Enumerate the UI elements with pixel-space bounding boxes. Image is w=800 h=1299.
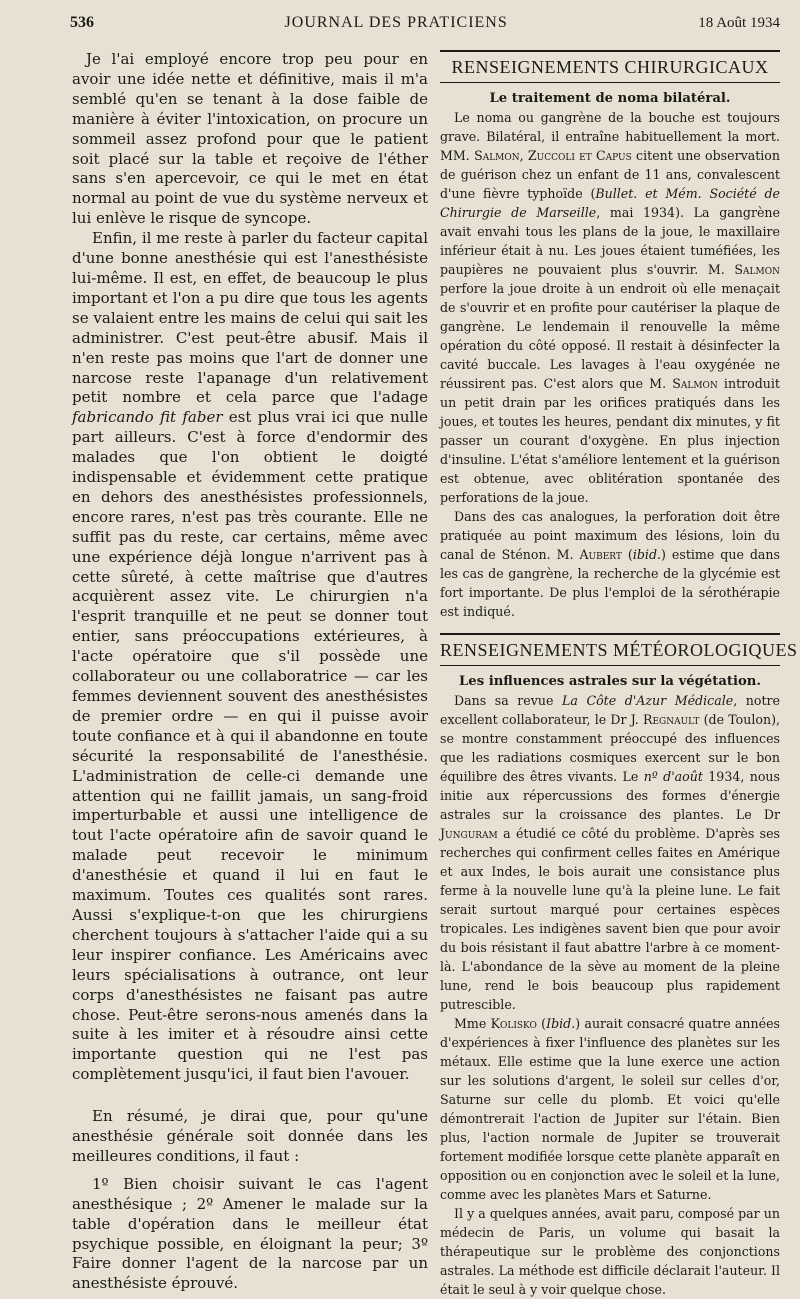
revue-title: La Côte d'Azur Médicale bbox=[562, 693, 734, 708]
author-name: Kolisko bbox=[490, 1016, 537, 1031]
latin-adage: fabricando fit faber bbox=[72, 408, 223, 427]
text-span: aurait consacré quatre années d'expériences à fixer l'influence des planètes sur les métaux. Elle estime que la lune exerce une action sur les solutions d'argent, le soleil sur celles d'or, Saturne sur celle du plomb. Et voici qu'elle démontrerait l'action de Jupiter sur l'étain. Bien plus, l'action normale de Jupiter se trouverait fortement modifiée lorsque cette planète apparaît en opposition ou en conjonction avec le soleil et la lune, comme avec les planètes Mars et Saturne. bbox=[440, 1016, 781, 1202]
author-name: Regnault bbox=[642, 712, 700, 727]
paragraph-kolisko: Mme Kolisko (Ibid.) aurait consacré quatre années d'expériences à fixer l'influence des planètes sur les métaux. Elle estime que la lune exerce une action sur les solutions d'argent, le soleil sur celles d'or, Saturne sur celle du plomb. Et voici qu'elle démontrerait l'action de Jupiter sur l'étain. Bien plus, l'action normale de Jupiter se trouverait fortement modifiée lorsque cette planète apparaît en opposition ou en conjonction avec le soleil et la lune, comme avec les planètes Mars et Saturne. bbox=[440, 1016, 781, 1202]
paragraph-gap bbox=[72, 1167, 428, 1175]
paragraph-medecin: Il y a quelques années, avait paru, composé par un médecin de Paris, un volume qui basait la thérapeutique sur le problème des conjonctions astrales. La méthode est difficile déclarait l'auteur. Il était le seul à y voir quelque chose. bbox=[440, 1206, 780, 1297]
paragraph-resume: En résumé, je dirai que, pour qu'une anesthésie générale soit donnée dans les meilleures conditions, il faut : bbox=[72, 1107, 428, 1165]
text-span: Enfin, il me reste à parler du facteur capital d'une bonne anesthésie qui est l'anesthésiste lui-même. Il est, en effet, de beaucoup le plus important et l'on a pu dire que tous les agents se valaient entre les mains de celui qui sait les administrer. C'est peut-être abusif. Mais il n'en reste pas moins que l'art de donner une narcose reste l'apanage d'un relativement petit nombre et cela parce que l'adage bbox=[72, 229, 428, 407]
reference-title: Bullet. et Mém. Société de Chirurgie de Marseille bbox=[440, 186, 780, 220]
text-span: citent une observation de guérison chez un enfant de 11 ans, convalescent d'une fièvre typhoïde ( bbox=[440, 148, 781, 201]
issue-date: 18 Août 1934 bbox=[698, 15, 780, 31]
paragraph-anesthesiste bbox=[72, 229, 428, 1085]
paragraph-perforation: Dans des cas analogues, la perforation doit être pratiquée au point maximum des lésions, loin du canal de Sténon. M. Aubert (ibid.) estime que dans les cas de gangrène, la recherche de la glycémie est fort importante. De plus l'emploi de la sérothérapie est indiqué. bbox=[440, 509, 780, 619]
left-column bbox=[72, 50, 428, 1293]
section-title: RENSEIGNEMENTS CHIRURGICAUX bbox=[451, 57, 769, 77]
page-number: 536 bbox=[70, 14, 94, 31]
page-header bbox=[70, 14, 780, 36]
text-span: perfore la joue droite à un endroit où elle menaçait de s'ouvrir et en profite pour cautériser la plaque de gangrène. Le lendemain il renouvelle la même opération du côté opposé. Il restait à désinfecter la cavité buccale. Les lavages à l'eau oxygénée ne réussirent pas. C'est alors que M. bbox=[440, 281, 780, 391]
ibid-reference: Ibid. bbox=[546, 1016, 576, 1031]
section-header-chirurgicaux bbox=[440, 50, 780, 83]
section-title: RENSEIGNEMENTS MÉTÉOROLOGIQUES bbox=[440, 640, 798, 660]
article-subtitle: Les influences astrales sur la végétation. bbox=[459, 674, 761, 689]
text-span: 1934, nous initie aux répercussions des formes d'énergie astrales sur la croissance des plantes. Le Dr bbox=[440, 769, 780, 822]
text-span: Mme bbox=[454, 1016, 491, 1031]
author-names: Salmon, Zuccoli et Capus bbox=[474, 148, 632, 163]
paragraph-gap bbox=[72, 1085, 428, 1107]
text-span: Le noma ou gangrène de la bouche est toujours grave. Bilatéral, il entraîne habituellement la mort. MM. bbox=[440, 110, 780, 163]
right-column bbox=[440, 50, 798, 1297]
text-span: estime que dans les cas de gangrène, la recherche de la glycémie est fort importante. De plus l'emploi de la sérothérapie est indiqué. bbox=[440, 547, 780, 619]
text-span: , mai 1934). La gangrène avait envahi tous les plans de la joue, le maxillaire inférieur était à nu. Les joues étaient tuméfiées, les paupières ne pouvaient plus s'ouvrir. M. bbox=[440, 205, 780, 277]
paragraph-influences bbox=[440, 691, 780, 1014]
author-name: Salmon bbox=[672, 376, 718, 391]
text-span: est plus vrai ici que nulle part ailleurs. C'est à force d'endormir des malades que l'on obtient le doigté indispensable et évidemment cette pratique en dehors des anesthésistes professionnels, encore rares, n'est pas très courante. Elle ne suffit pas du reste, car certains, même avec une expérience déjà longue n'arrivent pas à cette sûreté, à cette maîtrise que d'autres acquièrent assez vite. Le chirurgien n'a l'esprit tranquille et ne peut se donner tout entier, sans préoccupations extérieures, à l'acte opératoire que s'il possède une collaborateur ou une collaboratrice — car les femmes deviennent souvent des anesthésistes de premier ordre — en qui il puisse avoir toute confiance et à qui il abandonne en toute sécurité la responsabilité de l'anesthésie. L'administration de celle-ci demande une attention qui ne faillit jamais, un sang-froid imperturbable et aussi une intelligence de tout l'acte opératoire afin de savoir quand le malade peut recevoir le minimum d'anesthésie et quand il lui en faut le maximum. Toutes ces qualités sont rares. Aussi s'explique-t-on que les chirurgiens cherchent toujours à s'attacher l'aide qui a su leur inspirer confiance. Les Américains avec leurs spécialisations à outrance, ont leur corps d'anesthésistes ne faisant pas autre chose. Peut-être serons-nous amenés dans la suite à les imiter et à résoudre ainsi cette importante question qui ne l'est pas complètement jusqu'ici, il faut bien l'avouer. bbox=[72, 408, 428, 1084]
text-span: , notre excellent collaborateur, le Dr J. bbox=[440, 693, 781, 727]
section-gap bbox=[440, 621, 780, 633]
author-name: Junguram bbox=[440, 826, 498, 841]
text-span: Dans des cas analogues, la perforation doit être pratiquée au point maximum des lésions, loin du canal de Sténon. M. bbox=[440, 509, 780, 562]
issue-reference: nº d'août bbox=[643, 769, 703, 784]
text-span: introduit un petit drain par les orifices pratiqués dans les joues, et toutes les heures, pendant dix minutes, y fit passer un courant d'oxygène. En plus injection d'insuline. L'état s'améliore lentement et la guérison est obtenue, avec oblitération spontanée des perforations de la joue. bbox=[440, 376, 780, 505]
ibid-reference: ibid. bbox=[632, 547, 662, 562]
text-span: Dans sa revue bbox=[454, 693, 563, 708]
paragraph-noma bbox=[440, 108, 780, 507]
journal-title: JOURNAL DES PRATICIENS bbox=[284, 14, 508, 31]
article-subtitle: Le traitement de noma bilatéral. bbox=[489, 91, 731, 106]
text-span: (de Toulon), se montre constamment préoccupé des influences que les radiations cosmiques exercent sur le bon équilibre des êtres vivants. Le bbox=[440, 712, 780, 784]
author-name: Salmon bbox=[734, 262, 780, 277]
paragraph-ether: Je l'ai employé encore trop peu pour en avoir une idée nette et définitive, mais il m'a semblé qu'en se tenant à la dose faible de manière à éviter l'intoxication, on procure un sommeil assez profond pour que le patient soit placé sur la table et reçoive de l'éther sans s'en apercevoir, ce qui le met en état normal au point de vue du système nerveux et lui enlève le risque de syncope. bbox=[72, 50, 428, 228]
author-name: Aubert bbox=[579, 547, 622, 562]
paragraph-conclusions: 1º Bien choisir suivant le cas l'agent anesthésique ; 2º Amener le malade sur la table d'opération dans le meilleur état psychique possible, en éloignant la peur; 3º Faire donner l'agent de la narcose par un anesthésiste éprouvé. bbox=[72, 1174, 428, 1293]
section-header-meteorologiques bbox=[440, 633, 798, 666]
text-span: a étudié ce côté du problème. D'après ses recherches qui confirment celles faites en Amérique et aux Indes, le bois aurait une consistance plus ferme à la nouvelle lune qu'à la pleine lune. Le fait serait surtout marqué pour certaines espèces tropicales. Les indigènes savent bien que pour avoir du bois résistant il faut abattre l'arbre à ce moment-là. L'abondance de la sève au moment de la pleine lune, rend le bois beaucoup plus rapidement putrescible. bbox=[440, 826, 780, 1012]
